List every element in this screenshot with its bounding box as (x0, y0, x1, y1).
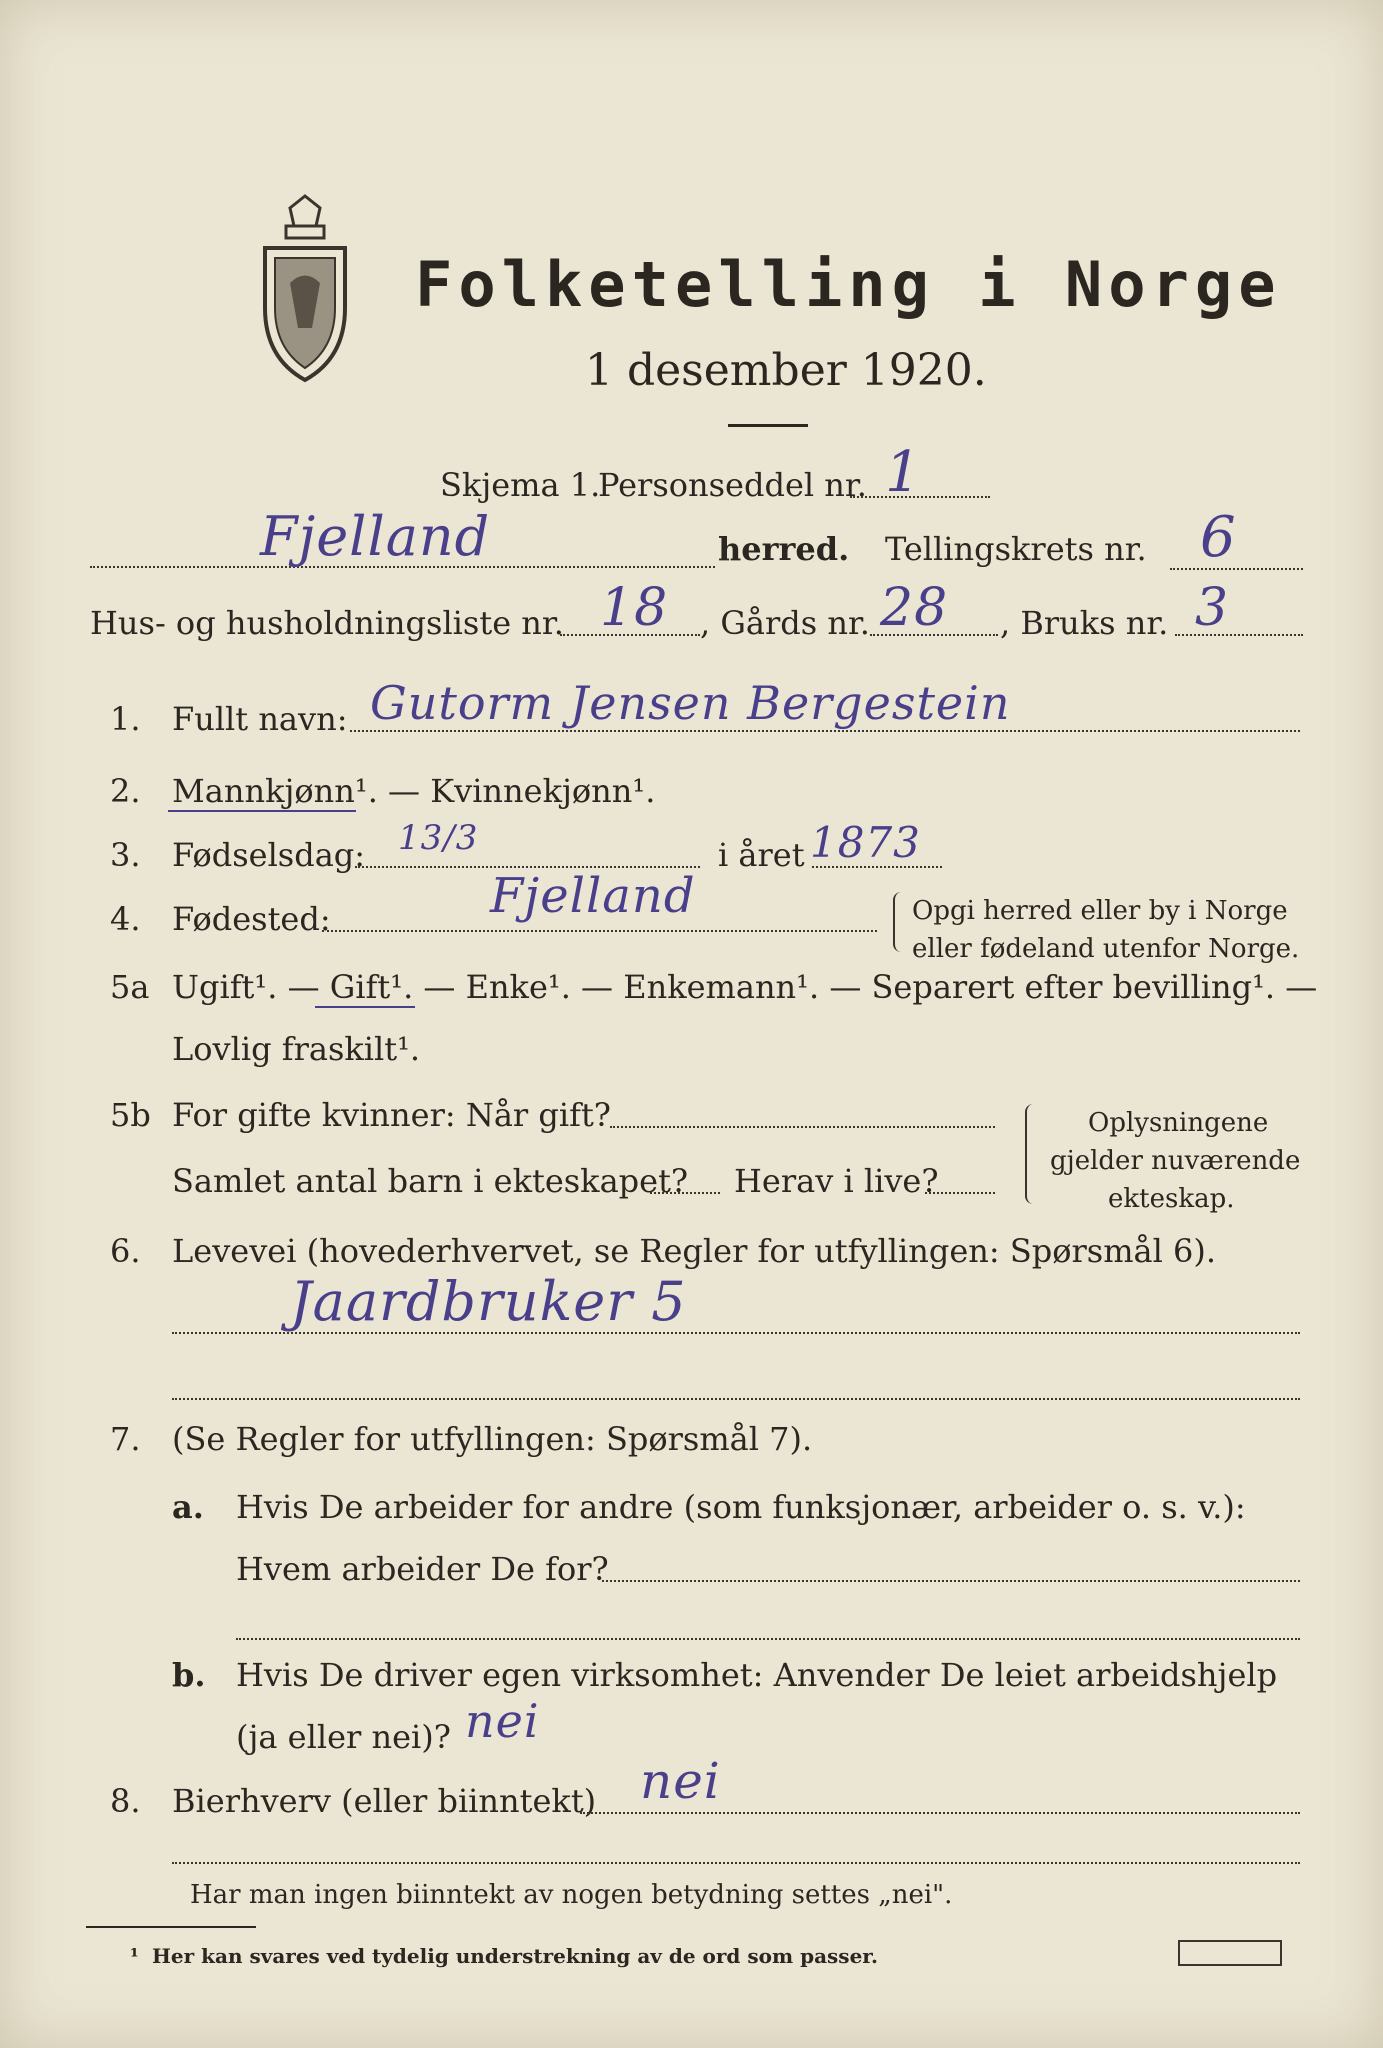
q8-line1 (580, 1812, 1300, 1814)
q6-number: 6. (110, 1232, 141, 1270)
footnote-divider (86, 1926, 256, 1928)
q7a-line2 (236, 1638, 1300, 1640)
gards-label: , Gårds nr. (700, 604, 870, 642)
footnote-mark: ¹ (130, 1944, 139, 1968)
q7b-label-line2: (ja eller nei)? (236, 1718, 451, 1756)
q5b-line2 (650, 1192, 720, 1194)
coat-of-arms-icon (250, 188, 360, 388)
q5a-label: Ugift¹. — Gift¹. — Enke¹. — Enkemann¹. — Separert efter bevilling¹. — (172, 968, 1318, 1006)
q7b-value: nei (465, 1694, 540, 1748)
q4-number: 4. (110, 900, 141, 938)
q5b-note-line2: gjelder nuværende (1050, 1146, 1301, 1176)
herred-label: herred. (718, 530, 850, 568)
q7b-label: Hvis De driver egen virksomhet: Anvender De leiet arbeidshjelp (236, 1656, 1278, 1694)
q1-number: 1. (110, 700, 141, 738)
hus-label: Hus- og husholdningsliste nr. (90, 604, 564, 642)
q8-label: Bierhverv (eller biinntekt) (172, 1782, 597, 1820)
q5b-line3 (925, 1192, 995, 1194)
tellingskrets-value: 6 (1200, 505, 1237, 570)
gards-value: 28 (880, 578, 949, 638)
q7a-letter: a. (172, 1488, 204, 1526)
q3-label: Fødselsdag: (172, 836, 366, 874)
q5b-label: For gifte kvinner: Når gift? (172, 1096, 611, 1134)
q8-line2 (172, 1862, 1300, 1864)
personseddel-value: 1 (885, 440, 922, 505)
q3-value: 13/3 (398, 818, 479, 858)
q6-value: Jaardbruker 5 (290, 1270, 687, 1333)
q1-line (350, 730, 1300, 732)
bruks-label: , Bruks nr. (1000, 604, 1169, 642)
footnote-text: Her kan svares ved tydelig understrekning av de ord som passer. (152, 1944, 878, 1968)
q5a-underline (315, 1006, 415, 1008)
printer-stamp (1178, 1940, 1282, 1966)
q2-underline (168, 810, 356, 812)
q3-year-value: 1873 (810, 818, 921, 867)
q5b-brace (1025, 1104, 1037, 1204)
footer-note: Har man ingen biinntekt av nogen betydning settes „nei". (190, 1880, 953, 1910)
q6-line2 (172, 1398, 1300, 1400)
bruks-value: 3 (1195, 578, 1230, 638)
q5a-label-line2: Lovlig fraskilt¹. (172, 1030, 421, 1068)
q1-value: Gutorm Jensen Bergestein (370, 676, 1011, 730)
q4-line (322, 930, 877, 932)
q7b-letter: b. (172, 1656, 206, 1694)
q5b-label-line2: Samlet antal barn i ekteskapet? (172, 1162, 689, 1200)
q8-number: 8. (110, 1782, 141, 1820)
q4-label: Fødested: (172, 900, 331, 938)
q8-value: nei (640, 1752, 721, 1810)
q5a-number: 5a (110, 968, 150, 1006)
q1-label: Fullt navn: (172, 700, 348, 738)
personseddel-label: Personseddel nr. (598, 466, 867, 504)
page-title: Folketelling i Norge (415, 248, 1282, 321)
q7a-label-line2: Hvem arbeider De for? (236, 1550, 609, 1588)
q4-brace (893, 892, 905, 952)
q4-note-line2: eller fødeland utenfor Norge. (912, 934, 1300, 964)
q7a-line1 (602, 1580, 1300, 1582)
q5b-note-line3: ekteskap. (1108, 1184, 1235, 1214)
q5b-number: 5b (110, 1096, 151, 1134)
schema-label: Skjema 1. (440, 466, 601, 504)
q3-number: 3. (110, 836, 141, 874)
census-date: 1 desember 1920. (585, 345, 987, 396)
title-divider (728, 424, 808, 427)
q7-label: (Se Regler for utfyllingen: Spørsmål 7). (172, 1420, 813, 1458)
q4-note-line1: Opgi herred eller by i Norge (912, 896, 1288, 926)
herred-value: Fjelland (260, 505, 491, 568)
q4-value: Fjelland (490, 868, 696, 924)
q5b-line1 (610, 1126, 995, 1128)
q7-number: 7. (110, 1420, 141, 1458)
q5b-note-line1: Oplysningene (1088, 1108, 1269, 1138)
q5b-label-line3: Herav i live? (734, 1162, 939, 1200)
q2-label: Mannkjønn¹. — Kvinnekjønn¹. (172, 772, 656, 810)
hus-value: 18 (600, 578, 669, 638)
q3-year-label: i året (718, 836, 805, 874)
q7a-label: Hvis De arbeider for andre (som funksjonær, arbeider o. s. v.): (236, 1488, 1246, 1526)
q2-number: 2. (110, 772, 141, 810)
tellingskrets-label: Tellingskrets nr. (885, 530, 1147, 568)
q6-label: Levevei (hovederhvervet, se Regler for utfyllingen: Spørsmål 6). (172, 1232, 1217, 1270)
